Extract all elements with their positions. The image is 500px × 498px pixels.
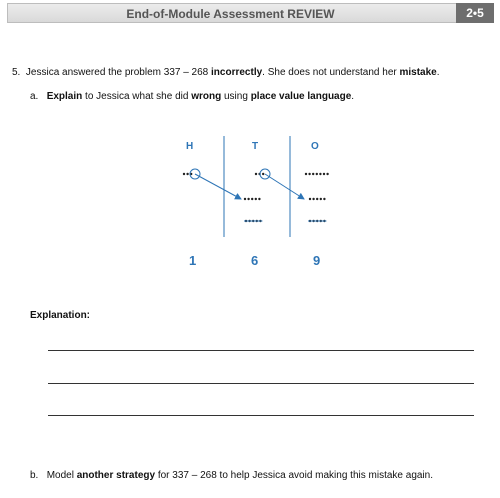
tens-dot: [262, 173, 264, 175]
question-text: Jessica answered the problem 337 – 268: [25, 67, 212, 78]
part-text: to Jessica what she did: [82, 91, 192, 102]
ones-dot: [326, 173, 328, 175]
part-text: using: [221, 91, 251, 102]
question-emphasis: incorrectly: [211, 67, 263, 78]
hundreds-dot: [186, 173, 188, 175]
ones-unbundled-dot: [309, 198, 311, 200]
question-number: 5.: [12, 67, 21, 78]
tens-unbundled-dot: [258, 198, 260, 200]
part-emphasis: place value language: [250, 91, 352, 102]
ones-unbundled-dot: [316, 198, 318, 200]
answer-line[interactable]: [48, 350, 474, 351]
hundreds-dot: [183, 173, 185, 175]
tens-unbundled-dot: [251, 198, 253, 200]
ones-unbundled-dot: [312, 198, 314, 200]
answer-line[interactable]: [48, 415, 474, 416]
answer-line[interactable]: [48, 383, 474, 384]
part-text: for 337 – 268 to help Jessica avoid making this mistake again.: [155, 470, 433, 481]
part-text: Model: [46, 470, 77, 481]
part-emphasis: Explain: [46, 91, 83, 102]
explanation-label: Explanation:: [30, 310, 91, 321]
ones-unbundled-dot: [320, 198, 322, 200]
part-text: .: [351, 91, 355, 102]
ones-dot: [323, 173, 325, 175]
tens-unbundled-dot: [255, 198, 257, 200]
result-digit-ones: 9: [313, 253, 321, 268]
column-header-ones: O: [311, 141, 319, 152]
tens-unbundled-dot: [247, 198, 249, 200]
question-text: .: [436, 67, 440, 78]
module-badge: 2•5: [456, 3, 494, 23]
tens-dot: [255, 173, 257, 175]
part-emphasis: another strategy: [76, 470, 156, 481]
ones-dot: [305, 173, 307, 175]
regroup-arrow: [265, 174, 304, 199]
tens-unbundled-dot: [244, 198, 246, 200]
column-header-tens: T: [252, 141, 259, 152]
column-header-hundreds: H: [186, 141, 194, 152]
result-digit-hundreds: 1: [189, 253, 197, 268]
ones-dot: [308, 173, 310, 175]
part-emphasis: wrong: [191, 91, 222, 102]
ones-unbundled-dot: [323, 198, 325, 200]
ones-dot: [319, 173, 321, 175]
question-5b: [30, 470, 433, 481]
place-value-dots: [183, 173, 329, 222]
result-digit-tens: 6: [251, 253, 259, 268]
page-title: End-of-Module Assessment REVIEW: [126, 7, 335, 21]
question-text: . She does not understand her: [262, 67, 400, 78]
ones-dot: [312, 173, 314, 175]
regroup-arrow: [195, 174, 241, 199]
part-label: a.: [30, 91, 39, 102]
part-label: b.: [30, 470, 39, 481]
question-emphasis: mistake: [399, 67, 437, 78]
ones-dot: [316, 173, 318, 175]
